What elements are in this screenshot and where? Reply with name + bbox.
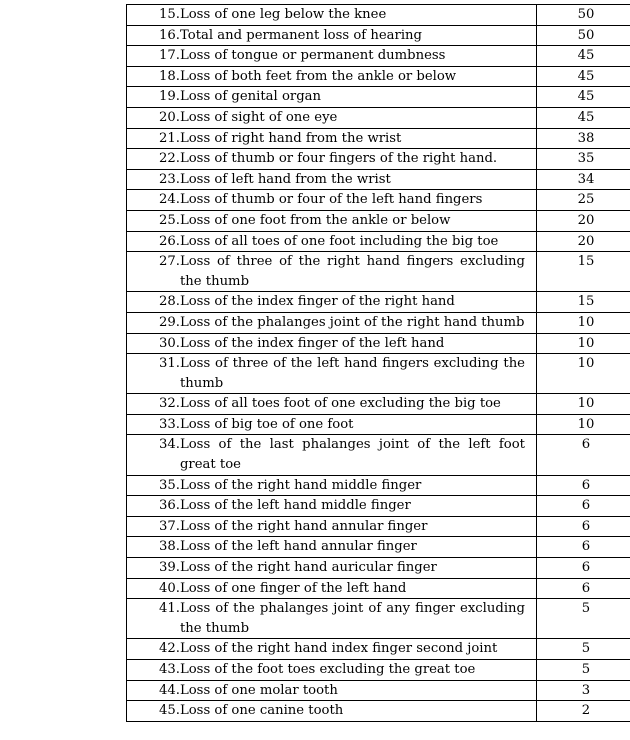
item-cell bbox=[127, 128, 537, 149]
table-row bbox=[127, 578, 630, 599]
item-cell bbox=[127, 354, 537, 394]
table-row bbox=[127, 169, 630, 190]
item-description: Loss of sight of one eye bbox=[179, 109, 338, 125]
list-item bbox=[159, 26, 525, 46]
item-cell bbox=[127, 639, 537, 660]
item-cell bbox=[127, 66, 537, 87]
item-description: Loss of the right hand auricular finger bbox=[179, 560, 437, 576]
item-cell bbox=[127, 292, 537, 313]
table-row bbox=[127, 312, 630, 333]
item-description: Loss of left hand from the wrist bbox=[179, 171, 391, 187]
item-cell bbox=[127, 394, 537, 415]
item-cell bbox=[127, 312, 537, 333]
item-description: Loss of the right hand middle finger bbox=[179, 477, 422, 493]
list-item bbox=[159, 354, 525, 393]
list-item bbox=[159, 87, 525, 107]
item-description: Loss of three of the left hand fingers excluding the thumb bbox=[179, 356, 525, 391]
table-row bbox=[127, 292, 630, 313]
percentage-cell: 38 bbox=[537, 128, 630, 149]
item-number: 27. bbox=[159, 254, 180, 270]
table-row bbox=[127, 231, 630, 252]
item-description: Loss of one foot from the ankle or below bbox=[179, 212, 451, 228]
item-description: Loss of the left hand annular finger bbox=[179, 539, 417, 555]
item-description: Loss of three of the right hand fingers excluding the thumb bbox=[179, 254, 525, 289]
percentage-cell: 6 bbox=[537, 496, 630, 517]
item-description: Loss of big toe of one foot bbox=[179, 416, 354, 432]
item-cell bbox=[127, 149, 537, 170]
percentage-cell: 10 bbox=[537, 333, 630, 354]
percentage-cell: 5 bbox=[537, 599, 630, 639]
table-row bbox=[127, 66, 630, 87]
item-number: 34. bbox=[159, 437, 180, 453]
list-item bbox=[159, 701, 525, 721]
item-number: 25. bbox=[159, 212, 180, 228]
item-number: 28. bbox=[159, 294, 180, 310]
list-item bbox=[159, 435, 525, 474]
item-number: 18. bbox=[159, 68, 180, 84]
table-row bbox=[127, 46, 630, 67]
item-cell bbox=[127, 475, 537, 496]
item-description: Loss of thumb or four of the left hand fingers bbox=[179, 192, 483, 208]
item-cell bbox=[127, 107, 537, 128]
list-item bbox=[159, 67, 525, 87]
percentage-cell: 35 bbox=[537, 149, 630, 170]
percentage-cell: 15 bbox=[537, 252, 630, 292]
percentage-cell: 50 bbox=[537, 25, 630, 46]
item-number: 19. bbox=[159, 89, 180, 105]
list-item bbox=[159, 292, 525, 312]
percentage-cell: 20 bbox=[537, 210, 630, 231]
item-description: Loss of tongue or permanent dumbness bbox=[179, 48, 446, 64]
percentage-cell: 10 bbox=[537, 414, 630, 435]
list-item bbox=[159, 660, 525, 680]
table-row bbox=[127, 475, 630, 496]
item-number: 36. bbox=[159, 498, 180, 514]
item-number: 42. bbox=[159, 641, 180, 657]
item-description: Loss of right hand from the wrist bbox=[179, 130, 402, 146]
item-cell bbox=[127, 660, 537, 681]
item-cell bbox=[127, 578, 537, 599]
list-item bbox=[159, 415, 525, 435]
table-row bbox=[127, 25, 630, 46]
item-description: Loss of one molar tooth bbox=[179, 682, 338, 698]
percentage-cell: 45 bbox=[537, 87, 630, 108]
list-item bbox=[159, 129, 525, 149]
percentage-cell: 6 bbox=[537, 537, 630, 558]
list-item bbox=[159, 394, 525, 414]
item-number: 29. bbox=[159, 314, 180, 330]
percentage-cell: 2 bbox=[537, 701, 630, 722]
table-body bbox=[127, 5, 630, 722]
item-number: 31. bbox=[159, 356, 180, 372]
item-number: 30. bbox=[159, 335, 180, 351]
item-description: Loss of thumb or four fingers of the right hand. bbox=[179, 151, 498, 167]
item-description: Loss of both feet from the ankle or below bbox=[179, 68, 457, 84]
item-cell bbox=[127, 25, 537, 46]
item-number: 45. bbox=[159, 703, 180, 719]
percentage-cell: 6 bbox=[537, 475, 630, 496]
item-cell bbox=[127, 414, 537, 435]
item-cell bbox=[127, 435, 537, 475]
table-row bbox=[127, 107, 630, 128]
item-cell bbox=[127, 680, 537, 701]
table-row bbox=[127, 5, 630, 26]
percentage-cell: 10 bbox=[537, 312, 630, 333]
table-row bbox=[127, 558, 630, 579]
item-cell bbox=[127, 5, 537, 26]
item-number: 26. bbox=[159, 233, 180, 249]
item-description: Loss of the last phalanges joint of the left foot great toe bbox=[179, 437, 525, 473]
item-description: Loss of one canine tooth bbox=[179, 703, 344, 719]
percentage-cell: 50 bbox=[537, 5, 630, 26]
table-row bbox=[127, 210, 630, 231]
table-row bbox=[127, 639, 630, 660]
table-row bbox=[127, 599, 630, 639]
percentage-cell: 6 bbox=[537, 578, 630, 599]
item-description: Loss of the phalanges joint of any finger excluding the thumb bbox=[179, 601, 525, 636]
list-item bbox=[159, 639, 525, 659]
percentage-cell: 3 bbox=[537, 680, 630, 701]
item-cell bbox=[127, 701, 537, 722]
percentage-cell: 10 bbox=[537, 354, 630, 394]
item-cell bbox=[127, 558, 537, 579]
table-row bbox=[127, 354, 630, 394]
item-number: 33. bbox=[159, 416, 180, 432]
table-row bbox=[127, 252, 630, 292]
percentage-cell: 6 bbox=[537, 558, 630, 579]
item-cell bbox=[127, 496, 537, 517]
item-cell bbox=[127, 210, 537, 231]
list-item bbox=[159, 334, 525, 354]
item-number: 44. bbox=[159, 682, 180, 698]
table-row bbox=[127, 435, 630, 475]
percentage-cell: 5 bbox=[537, 639, 630, 660]
item-number: 21. bbox=[159, 130, 180, 146]
list-item bbox=[159, 5, 525, 25]
item-cell bbox=[127, 516, 537, 537]
table-row bbox=[127, 128, 630, 149]
item-description: Loss of the phalanges joint of the right hand thumb bbox=[179, 314, 525, 330]
item-cell bbox=[127, 87, 537, 108]
item-number: 16. bbox=[159, 27, 180, 43]
list-item bbox=[159, 190, 525, 210]
item-description: Loss of the index finger of the right hand bbox=[179, 294, 455, 310]
percentage-cell: 5 bbox=[537, 660, 630, 681]
list-item bbox=[159, 537, 525, 557]
item-cell bbox=[127, 333, 537, 354]
table-row bbox=[127, 333, 630, 354]
item-cell bbox=[127, 231, 537, 252]
item-number: 15. bbox=[159, 7, 180, 22]
item-cell bbox=[127, 599, 537, 639]
table-row bbox=[127, 660, 630, 681]
percentage-cell: 34 bbox=[537, 169, 630, 190]
item-number: 43. bbox=[159, 662, 180, 677]
item-cell bbox=[127, 169, 537, 190]
item-number: 24. bbox=[159, 192, 180, 208]
table-row bbox=[127, 680, 630, 701]
percentage-cell: 6 bbox=[537, 516, 630, 537]
list-item bbox=[159, 108, 525, 128]
percentage-cell: 6 bbox=[537, 435, 630, 475]
table-row bbox=[127, 516, 630, 537]
table-row bbox=[127, 394, 630, 415]
item-description: Loss of the right hand annular finger bbox=[179, 518, 428, 534]
percentage-cell: 15 bbox=[537, 292, 630, 313]
list-item bbox=[159, 232, 525, 252]
item-description: Loss of all toes of one foot including the big toe bbox=[179, 233, 499, 249]
item-number: 22. bbox=[159, 151, 180, 167]
disability-percentage-table bbox=[126, 4, 630, 722]
table-row bbox=[127, 149, 630, 170]
item-description: Loss of one leg below the knee bbox=[179, 7, 387, 22]
item-cell bbox=[127, 252, 537, 292]
list-item bbox=[159, 313, 525, 333]
item-cell bbox=[127, 46, 537, 67]
list-item bbox=[159, 46, 525, 66]
item-description: Loss of the index finger of the left hand bbox=[179, 335, 445, 351]
item-number: 20. bbox=[159, 109, 180, 125]
item-number: 40. bbox=[159, 580, 180, 596]
item-description: Loss of the right hand index finger second joint bbox=[179, 641, 498, 657]
list-item bbox=[159, 252, 525, 291]
item-number: 39. bbox=[159, 560, 180, 576]
list-item bbox=[159, 211, 525, 231]
table-row bbox=[127, 701, 630, 722]
item-description: Loss of genital organ bbox=[179, 89, 321, 105]
item-number: 37. bbox=[159, 518, 180, 534]
list-item bbox=[159, 681, 525, 701]
list-item bbox=[159, 149, 525, 169]
percentage-cell: 10 bbox=[537, 394, 630, 415]
item-number: 17. bbox=[159, 48, 180, 64]
item-description: Loss of one finger of the left hand bbox=[179, 580, 407, 596]
table-row bbox=[127, 87, 630, 108]
percentage-cell: 45 bbox=[537, 107, 630, 128]
list-item bbox=[159, 496, 525, 516]
item-description: Total and permanent loss of hearing bbox=[179, 27, 422, 43]
table-row bbox=[127, 190, 630, 211]
list-item bbox=[159, 599, 525, 638]
item-number: 23. bbox=[159, 171, 180, 187]
list-item bbox=[159, 579, 525, 599]
percentage-cell: 45 bbox=[537, 46, 630, 67]
item-number: 38. bbox=[159, 539, 180, 555]
list-item bbox=[159, 170, 525, 190]
list-item bbox=[159, 517, 525, 537]
percentage-cell: 20 bbox=[537, 231, 630, 252]
item-cell bbox=[127, 190, 537, 211]
table-row bbox=[127, 537, 630, 558]
list-item bbox=[159, 476, 525, 496]
item-number: 41. bbox=[159, 601, 180, 617]
percentage-cell: 25 bbox=[537, 190, 630, 211]
item-number: 35. bbox=[159, 477, 180, 493]
item-description: Loss of the foot toes excluding the great toe bbox=[179, 662, 476, 677]
item-description: Loss of the left hand middle finger bbox=[179, 498, 411, 514]
list-item bbox=[159, 558, 525, 578]
item-description: Loss of all toes foot of one excluding the big toe bbox=[179, 396, 501, 412]
item-number: 32. bbox=[159, 396, 180, 412]
table-row bbox=[127, 496, 630, 517]
table-row bbox=[127, 414, 630, 435]
percentage-cell: 45 bbox=[537, 66, 630, 87]
item-cell bbox=[127, 537, 537, 558]
